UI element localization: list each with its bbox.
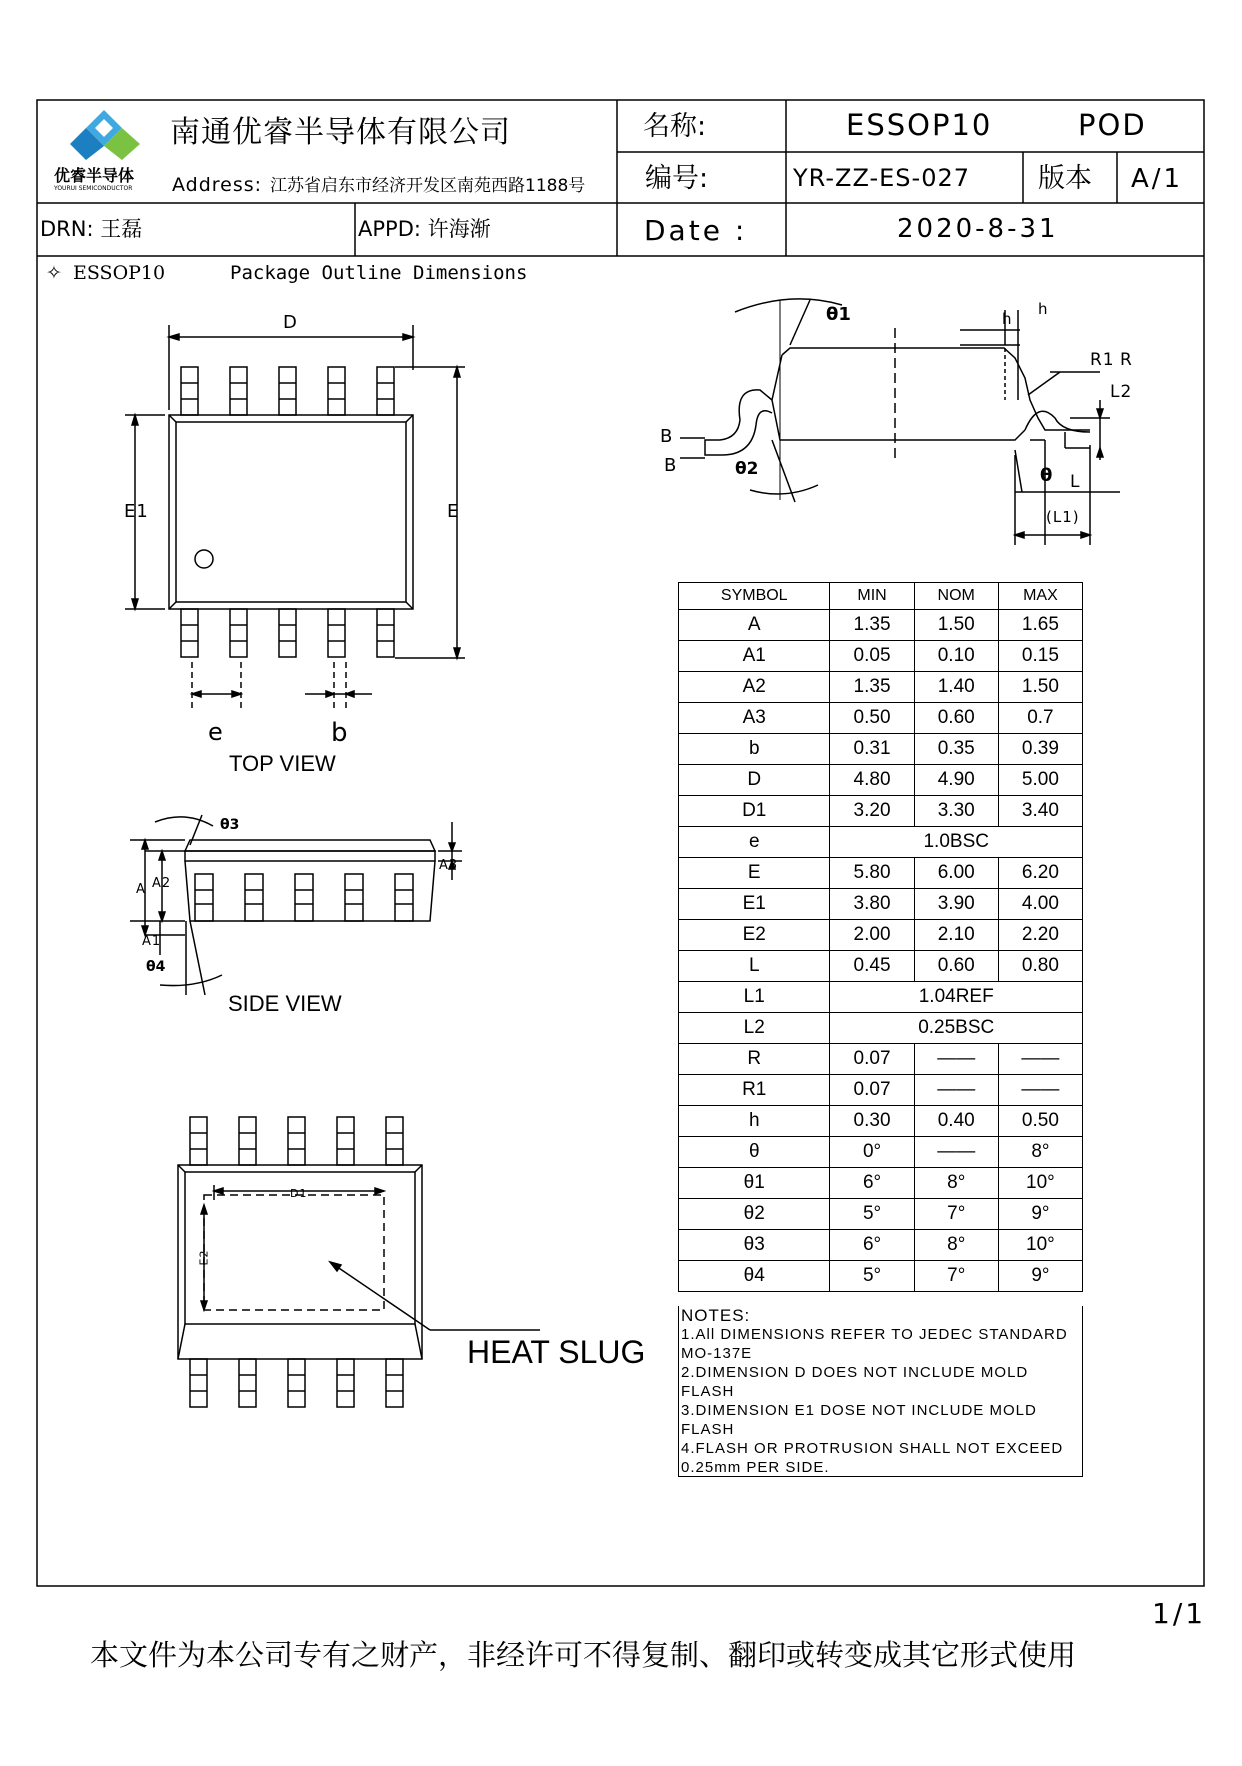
table-row — [679, 982, 1083, 1013]
cell-symbol: h — [679, 1106, 830, 1137]
dim-theta1-label: θ1 — [826, 304, 851, 325]
date-label: Date : — [644, 214, 748, 247]
cell-nom: 8° — [914, 1168, 998, 1199]
lead-pin — [190, 1359, 207, 1407]
dim-b-label: b — [331, 718, 349, 748]
package-name: ESSOP10 — [73, 262, 166, 284]
cell-min: 0.45 — [830, 951, 914, 982]
table-row — [679, 827, 1083, 858]
table-row — [679, 1230, 1083, 1261]
table-row — [679, 1199, 1083, 1230]
dim-B1-label: B — [660, 426, 674, 447]
table-row — [679, 1168, 1083, 1199]
dim-theta4-label: θ4 — [146, 959, 166, 975]
name-label: 名称: — [643, 111, 707, 142]
table-row — [679, 1075, 1083, 1106]
dim-theta2-label: θ2 — [735, 459, 759, 479]
cell-max: 4.00 — [998, 889, 1082, 920]
cell-symbol: θ — [679, 1137, 830, 1168]
cell-symbol: E1 — [679, 889, 830, 920]
cell-symbol: D1 — [679, 796, 830, 827]
cell-symbol: A — [679, 610, 830, 641]
dim-L2-label: L2 — [1110, 382, 1133, 402]
lead-pin — [337, 1117, 354, 1165]
dim-D1-label: D1 — [290, 1187, 308, 1200]
cell-nom: 0.60 — [914, 703, 998, 734]
lead-pin — [395, 874, 413, 921]
cell-max: 0.15 — [998, 641, 1082, 672]
lead-pin — [295, 874, 313, 921]
table-row — [679, 672, 1083, 703]
logo-text: 优睿半导体 — [54, 166, 135, 185]
top-view-drawing — [125, 325, 465, 712]
page-number: 1/1 — [1152, 1597, 1207, 1630]
cell-symbol: θ3 — [679, 1230, 830, 1261]
dim-B2-label: B — [664, 455, 678, 476]
cell-min: 0.07 — [830, 1044, 914, 1075]
lead-pin — [181, 367, 198, 415]
dim-A1-label: A1 — [142, 934, 162, 949]
dim-h2-label: h — [1038, 300, 1049, 318]
cell-symbol: θ1 — [679, 1168, 830, 1199]
table-row — [679, 796, 1083, 827]
number-label: 编号: — [645, 163, 709, 194]
cell-merged: 1.0BSC — [830, 827, 1083, 858]
cell-nom: 7° — [914, 1261, 998, 1292]
cell-symbol: e — [679, 827, 830, 858]
cell-nom: —— — [914, 1044, 998, 1075]
table-row — [679, 734, 1083, 765]
dim-E1-label: E1 — [124, 501, 149, 522]
cell-nom: —— — [914, 1137, 998, 1168]
lead-pin — [230, 609, 247, 657]
lead-pin — [345, 874, 363, 921]
company-name: 南通优睿半导体有限公司 — [170, 115, 511, 150]
lead-pin — [337, 1359, 354, 1407]
note-line: MO-137E — [681, 1345, 753, 1362]
cell-symbol: θ2 — [679, 1199, 830, 1230]
cell-min: 3.20 — [830, 796, 914, 827]
cell-max: 10° — [998, 1230, 1082, 1261]
dim-E-label: E — [447, 501, 460, 522]
dim-R1-label: R1 — [1090, 350, 1115, 370]
cell-min: 0.31 — [830, 734, 914, 765]
package-description: Package Outline Dimensions — [230, 262, 528, 284]
cell-nom: 7° — [914, 1199, 998, 1230]
dim-A-label: A — [136, 882, 146, 897]
notes-title: NOTES: — [681, 1306, 751, 1325]
cell-symbol: L1 — [679, 982, 830, 1013]
header-max: MAX — [998, 583, 1082, 610]
cell-max: 8° — [998, 1137, 1082, 1168]
lead-pin — [190, 1117, 207, 1165]
header-min: MIN — [830, 583, 914, 610]
number-value: YR-ZZ-ES-027 — [793, 164, 971, 192]
cell-max: 5.00 — [998, 765, 1082, 796]
disclaimer: 本文件为本公司专有之财产，非经许可不得复制、翻印或转变成其它形式使用 — [90, 1638, 1077, 1672]
cell-symbol: b — [679, 734, 830, 765]
table-row — [679, 1137, 1083, 1168]
lead-pin — [195, 874, 213, 921]
table-row — [679, 1261, 1083, 1292]
lead-pin — [288, 1359, 305, 1407]
cell-nom: 0.35 — [914, 734, 998, 765]
cell-min: 4.80 — [830, 765, 914, 796]
dim-A3-label: A3 — [439, 858, 459, 873]
table-row — [679, 1106, 1083, 1137]
cell-min: 5° — [830, 1199, 914, 1230]
cell-max: 1.50 — [998, 672, 1082, 703]
diamond-bullet-icon: ✧ — [46, 262, 62, 284]
cell-nom: 0.60 — [914, 951, 998, 982]
cell-symbol: E — [679, 858, 830, 889]
header-symbol: SYMBOL — [679, 583, 830, 610]
header-nom: NOM — [914, 583, 998, 610]
cell-min: 6° — [830, 1168, 914, 1199]
cell-max: 6.20 — [998, 858, 1082, 889]
cell-symbol: L — [679, 951, 830, 982]
cell-nom: 8° — [914, 1230, 998, 1261]
lead-pin — [328, 367, 345, 415]
note-line: 0.25mm PER SIDE. — [681, 1459, 830, 1476]
lead-pin — [386, 1117, 403, 1165]
date-value: 2020-8-31 — [897, 214, 1059, 244]
company-logo — [70, 110, 140, 160]
cell-nom: 3.90 — [914, 889, 998, 920]
cell-symbol: R — [679, 1044, 830, 1075]
heat-slug-label: HEAT SLUG — [467, 1334, 646, 1370]
name-suffix: POD — [1078, 108, 1147, 142]
cell-max: —— — [998, 1075, 1082, 1106]
dimension-table — [678, 582, 1083, 1292]
dim-A2-label: A2 — [152, 876, 172, 891]
cell-symbol: E2 — [679, 920, 830, 951]
lead-pin — [239, 1117, 256, 1165]
note-line: 1.All DIMENSIONS REFER TO JEDEC STANDARD — [681, 1326, 1068, 1343]
table-header-row — [679, 583, 1083, 610]
lead-pin — [377, 367, 394, 415]
cell-max: 0.80 — [998, 951, 1082, 982]
table-row — [679, 951, 1083, 982]
lead-pin — [245, 874, 263, 921]
cell-min: 5.80 — [830, 858, 914, 889]
dim-E2-label: E2 — [197, 1249, 211, 1266]
drn-field: DRN: 王磊 — [40, 217, 143, 241]
note-line: FLASH — [681, 1383, 735, 1400]
cell-max: 2.20 — [998, 920, 1082, 951]
cell-merged: 0.25BSC — [830, 1013, 1083, 1044]
cell-min: 0.07 — [830, 1075, 914, 1106]
note-line: 4.FLASH OR PROTRUSION SHALL NOT EXCEED — [681, 1440, 1064, 1457]
note-line: FLASH — [681, 1421, 735, 1438]
cell-nom: 1.50 — [914, 610, 998, 641]
table-row — [679, 610, 1083, 641]
logo-subtext: YOURUI SEMICONDUCTOR — [54, 185, 133, 192]
address-value: 江苏省启东市经济开发区南苑西路1188号 — [270, 176, 586, 196]
cell-max: 3.40 — [998, 796, 1082, 827]
dim-D-label: D — [283, 312, 298, 333]
table-row — [679, 889, 1083, 920]
name-value: ESSOP10 — [846, 108, 993, 142]
cell-min: 1.35 — [830, 672, 914, 703]
table-row — [679, 641, 1083, 672]
cell-max: 0.39 — [998, 734, 1082, 765]
table-row — [679, 703, 1083, 734]
cell-max: 0.50 — [998, 1106, 1082, 1137]
lead-pin — [377, 609, 394, 657]
cell-symbol: A1 — [679, 641, 830, 672]
lead-pin — [288, 1117, 305, 1165]
cell-symbol: R1 — [679, 1075, 830, 1106]
table-row — [679, 765, 1083, 796]
cell-nom: 6.00 — [914, 858, 998, 889]
lead-pin — [181, 609, 198, 657]
cell-symbol: L2 — [679, 1013, 830, 1044]
dim-theta-label: θ — [1040, 465, 1053, 486]
address-label: Address: — [172, 174, 263, 196]
side-view-drawing — [130, 815, 462, 995]
cell-symbol: θ4 — [679, 1261, 830, 1292]
cell-nom: —— — [914, 1075, 998, 1106]
cell-nom: 4.90 — [914, 765, 998, 796]
cell-symbol: A2 — [679, 672, 830, 703]
cell-nom: 0.10 — [914, 641, 998, 672]
note-line: 3.DIMENSION E1 DOSE NOT INCLUDE MOLD — [681, 1402, 1037, 1419]
version-label: 版本 — [1038, 163, 1092, 194]
notes-box — [678, 1306, 1083, 1477]
side-view-label: SIDE VIEW — [228, 991, 342, 1016]
cell-symbol: A3 — [679, 703, 830, 734]
note-line: 2.DIMENSION D DOES NOT INCLUDE MOLD — [681, 1364, 1029, 1381]
dim-L-label: L — [1070, 472, 1081, 492]
cell-max: 10° — [998, 1168, 1082, 1199]
cell-nom: 3.30 — [914, 796, 998, 827]
lead-pin — [386, 1359, 403, 1407]
cell-merged: 1.04REF — [830, 982, 1083, 1013]
table-row — [679, 920, 1083, 951]
cell-min: 0° — [830, 1137, 914, 1168]
cell-max: 9° — [998, 1261, 1082, 1292]
cell-nom: 1.40 — [914, 672, 998, 703]
cell-max: 9° — [998, 1199, 1082, 1230]
cell-min: 0.50 — [830, 703, 914, 734]
cell-max: 0.7 — [998, 703, 1082, 734]
cell-symbol: D — [679, 765, 830, 796]
cell-min: 3.80 — [830, 889, 914, 920]
table-row — [679, 858, 1083, 889]
version-value: A/1 — [1131, 164, 1184, 194]
cell-nom: 0.40 — [914, 1106, 998, 1137]
cell-nom: 2.10 — [914, 920, 998, 951]
cell-min: 5° — [830, 1261, 914, 1292]
dim-h1-label: h — [1002, 310, 1013, 328]
lead-pin — [279, 367, 296, 415]
top-view-label: TOP VIEW — [229, 751, 336, 776]
lead-pin — [279, 609, 296, 657]
cell-max: 1.65 — [998, 610, 1082, 641]
lead-pin — [239, 1359, 256, 1407]
dim-theta3-label: θ3 — [220, 817, 240, 833]
cell-max: —— — [998, 1044, 1082, 1075]
dim-L1-label: (L1) — [1046, 508, 1080, 526]
lead-pin — [230, 367, 247, 415]
cell-min: 0.30 — [830, 1106, 914, 1137]
appd-field: APPD: 许海渐 — [358, 217, 491, 241]
table-row — [679, 1013, 1083, 1044]
dim-e-label: e — [208, 718, 224, 746]
cell-min: 1.35 — [830, 610, 914, 641]
cell-min: 6° — [830, 1230, 914, 1261]
table-row — [679, 1044, 1083, 1075]
lead-pin — [328, 609, 345, 657]
dim-R-label: R — [1120, 350, 1133, 370]
cell-min: 0.05 — [830, 641, 914, 672]
cell-min: 2.00 — [830, 920, 914, 951]
